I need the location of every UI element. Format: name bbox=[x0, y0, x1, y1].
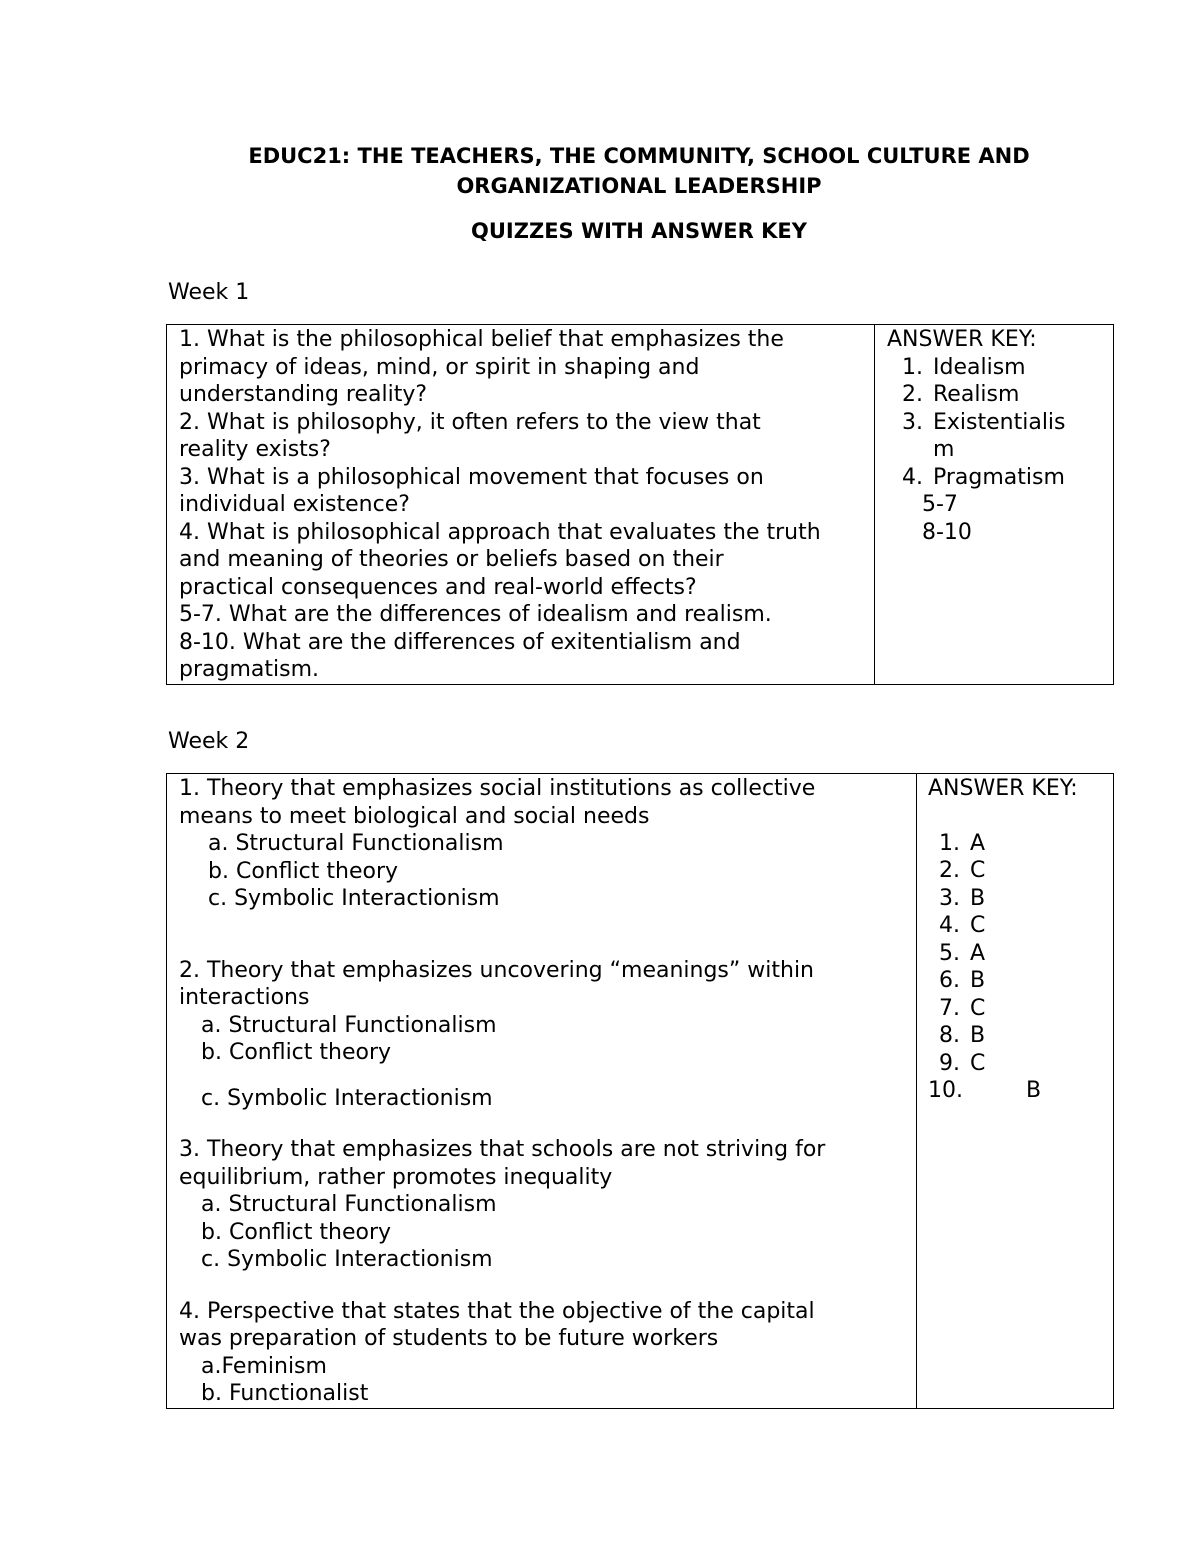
week-2-quiz-table bbox=[166, 773, 1114, 1409]
option-c: c. Symbolic Interactionism bbox=[201, 1247, 493, 1272]
answer-item: 2. Realism bbox=[902, 382, 1020, 407]
answer-item: m bbox=[933, 437, 955, 462]
question-line: 4. What is philosophical approach that evaluates the truth bbox=[179, 519, 821, 545]
question-line: practical consequences and real-world effects? bbox=[179, 574, 697, 600]
option-c: c. Symbolic Interactionism bbox=[201, 1085, 493, 1111]
question-stem: means to meet biological and social needs bbox=[179, 803, 650, 829]
answer-item: 1. A bbox=[939, 830, 986, 856]
question-line: 5-7. What are the differences of idealism and realism. bbox=[179, 602, 772, 627]
question-stem: 2. Theory that emphasizes uncovering “meanings” within bbox=[179, 957, 815, 983]
answer-item: 3. B bbox=[939, 885, 986, 911]
answer-item: 5. A bbox=[939, 940, 986, 966]
question-stem: 3. Theory that emphasizes that schools are not striving for bbox=[179, 1137, 826, 1162]
week-1-label: Week 1 bbox=[168, 280, 250, 305]
option-b: b. Functionalist bbox=[201, 1381, 369, 1406]
question-line: and meaning of theories or beliefs based on their bbox=[179, 547, 724, 572]
question-line: understanding reality? bbox=[179, 382, 428, 407]
week-2-questions-cell bbox=[167, 774, 917, 1409]
question-line: primacy of ideas, mind, or spirit in shaping and bbox=[179, 354, 700, 380]
question-line: 2. What is philosophy, it often refers to the view that bbox=[179, 409, 761, 435]
answer-item: 6. B bbox=[939, 968, 986, 993]
week-1-answer-key-cell bbox=[875, 325, 1114, 685]
week-2-answer-key-cell bbox=[917, 774, 1114, 1409]
option-c: c. Symbolic Interactionism bbox=[208, 886, 500, 911]
title-line-1: EDUC21: THE TEACHERS, THE COMMUNITY, SCHOOL CULTURE AND bbox=[248, 144, 1030, 168]
option-a: a. Structural Functionalism bbox=[201, 1012, 497, 1038]
option-a: a. Structural Functionalism bbox=[208, 831, 504, 856]
question-stem: was preparation of students to be future workers bbox=[179, 1326, 719, 1351]
question-line: individual existence? bbox=[179, 492, 410, 517]
option-b: b. Conflict theory bbox=[201, 1219, 392, 1245]
answer-item: 1. Idealism bbox=[902, 354, 1026, 380]
question-stem: interactions bbox=[179, 985, 310, 1010]
question-line: 8-10. What are the differences of exitentialism and bbox=[179, 629, 741, 655]
answer-item: 4. C bbox=[939, 913, 986, 938]
answer-item: 7. C bbox=[939, 995, 986, 1021]
title-line-2: ORGANIZATIONAL LEADERSHIP bbox=[456, 174, 822, 198]
answer-key-label: ANSWER KEY: bbox=[887, 327, 1037, 352]
answer-range: 5-7 bbox=[922, 492, 958, 517]
option-b: b. Conflict theory bbox=[208, 858, 399, 884]
document-title bbox=[166, 141, 1112, 201]
question-line: pragmatism. bbox=[179, 657, 319, 682]
option-b: b. Conflict theory bbox=[201, 1040, 392, 1065]
answer-range: 8-10 bbox=[922, 519, 972, 545]
question-stem: equilibrium, rather promotes inequality bbox=[179, 1164, 613, 1190]
answer-item: 3. Existentialis bbox=[902, 409, 1066, 435]
option-a: a. Structural Functionalism bbox=[201, 1192, 497, 1217]
question-line: reality exists? bbox=[179, 437, 331, 462]
week-1-quiz-table bbox=[166, 324, 1114, 685]
week-2-label: Week 2 bbox=[168, 729, 250, 754]
answer-item: 8. B bbox=[939, 1023, 986, 1048]
answer-item: 4. Pragmatism bbox=[902, 464, 1065, 490]
answer-item: 2. C bbox=[939, 858, 986, 883]
question-stem: 4. Perspective that states that the objective of the capital bbox=[179, 1298, 815, 1324]
question-stem: 1. Theory that emphasizes social institutions as collective bbox=[179, 776, 816, 801]
question-line: 3. What is a philosophical movement that focuses on bbox=[179, 464, 764, 490]
answer-item: 9. C bbox=[939, 1050, 986, 1076]
question-line: 1. What is the philosophical belief that emphasizes the bbox=[179, 327, 784, 352]
week-1-questions-cell bbox=[167, 325, 875, 685]
answer-key-label: ANSWER KEY: bbox=[928, 776, 1078, 801]
option-a: a.Feminism bbox=[201, 1353, 327, 1379]
answer-item: 10. B bbox=[928, 1078, 1042, 1103]
document-subtitle: QUIZZES WITH ANSWER KEY bbox=[471, 219, 807, 243]
